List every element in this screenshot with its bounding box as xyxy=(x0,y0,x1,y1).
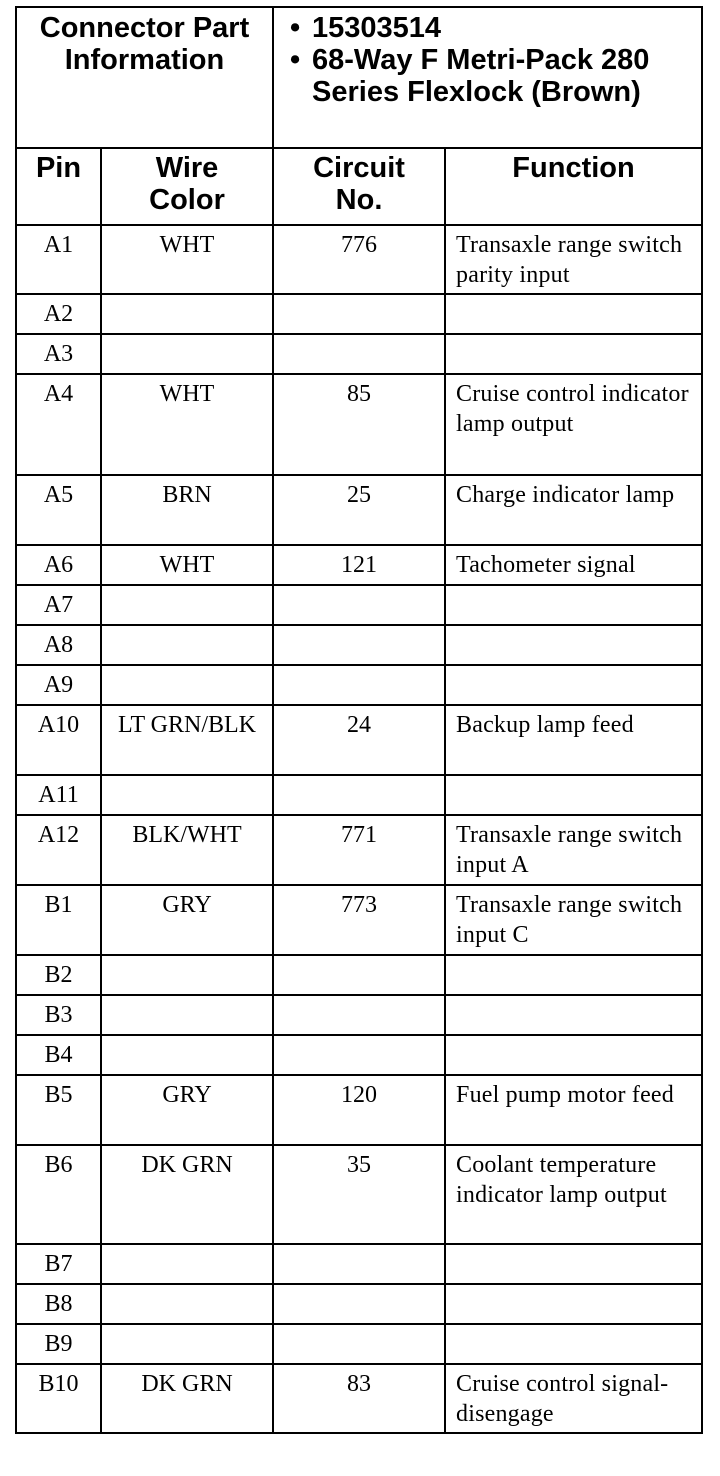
column-header-row xyxy=(16,148,702,225)
column-header-wire-color: Wire Color xyxy=(101,148,273,225)
function-cell: Charge indicator lamp xyxy=(445,475,702,545)
table-row xyxy=(16,955,702,995)
function-cell xyxy=(445,294,702,334)
circuit-cell xyxy=(273,1324,445,1364)
pin-cell: A12 xyxy=(16,815,101,885)
table-row xyxy=(16,545,702,585)
circuit-cell xyxy=(273,334,445,374)
pin-cell: B5 xyxy=(16,1075,101,1145)
wire-color-cell: WHT xyxy=(101,225,273,294)
table-row xyxy=(16,585,702,625)
function-cell: Transaxle range switch input C xyxy=(445,885,702,955)
wire-color-cell: BRN xyxy=(101,475,273,545)
circuit-cell xyxy=(273,665,445,705)
function-cell xyxy=(445,995,702,1035)
table-row xyxy=(16,885,702,955)
pin-cell: A11 xyxy=(16,775,101,815)
circuit-cell xyxy=(273,1244,445,1284)
wire-color-cell xyxy=(101,1284,273,1324)
wire-color-cell xyxy=(101,1035,273,1075)
wire-color-cell xyxy=(101,995,273,1035)
wire-color-cell xyxy=(101,955,273,995)
pin-cell: A5 xyxy=(16,475,101,545)
wire-color-cell: GRY xyxy=(101,885,273,955)
wire-color-cell: LT GRN/BLK xyxy=(101,705,273,775)
table-row xyxy=(16,225,702,294)
function-cell: Tachometer signal xyxy=(445,545,702,585)
function-cell xyxy=(445,334,702,374)
function-cell: Cruise control indicator lamp output xyxy=(445,374,702,475)
function-cell xyxy=(445,955,702,995)
pin-cell: B6 xyxy=(16,1145,101,1244)
circuit-cell: 25 xyxy=(273,475,445,545)
pin-cell: A1 xyxy=(16,225,101,294)
table-row xyxy=(16,625,702,665)
wire-color-cell: BLK/WHT xyxy=(101,815,273,885)
pin-cell: A8 xyxy=(16,625,101,665)
bullet-icon: • xyxy=(290,12,301,44)
function-cell xyxy=(445,585,702,625)
wire-color-cell: GRY xyxy=(101,1075,273,1145)
wire-color-cell xyxy=(101,1324,273,1364)
wire-color-cell: WHT xyxy=(101,374,273,475)
circuit-cell: 776 xyxy=(273,225,445,294)
pin-cell: B7 xyxy=(16,1244,101,1284)
circuit-cell xyxy=(273,955,445,995)
column-header-circuit-no: Circuit No. xyxy=(273,148,445,225)
wire-color-cell: WHT xyxy=(101,545,273,585)
pin-cell: A7 xyxy=(16,585,101,625)
connector-part-info-label: Connector Part Information xyxy=(16,7,273,148)
function-cell xyxy=(445,1324,702,1364)
connector-part-info-values xyxy=(273,7,702,148)
circuit-cell: 771 xyxy=(273,815,445,885)
wire-color-cell xyxy=(101,334,273,374)
function-cell: Coolant temperature indicator lamp output xyxy=(445,1145,702,1244)
pin-cell: B10 xyxy=(16,1364,101,1433)
pin-cell: A6 xyxy=(16,545,101,585)
circuit-cell: 35 xyxy=(273,1145,445,1244)
table-row xyxy=(16,1284,702,1324)
table-row xyxy=(16,665,702,705)
pin-cell: A2 xyxy=(16,294,101,334)
wire-color-cell xyxy=(101,665,273,705)
table-row xyxy=(16,1145,702,1244)
wire-color-cell xyxy=(101,775,273,815)
bullet-icon: • xyxy=(290,44,301,76)
table-row xyxy=(16,475,702,545)
connector-table xyxy=(15,6,703,1434)
circuit-cell: 121 xyxy=(273,545,445,585)
pin-cell: A3 xyxy=(16,334,101,374)
wire-color-cell: DK GRN xyxy=(101,1364,273,1433)
wire-color-cell xyxy=(101,625,273,665)
function-cell: Transaxle range switch parity input xyxy=(445,225,702,294)
function-cell xyxy=(445,1244,702,1284)
circuit-cell xyxy=(273,585,445,625)
wire-color-cell xyxy=(101,294,273,334)
column-header-function: Function xyxy=(445,148,702,225)
function-cell xyxy=(445,1284,702,1324)
function-cell xyxy=(445,1035,702,1075)
pin-cell: A10 xyxy=(16,705,101,775)
circuit-cell: 83 xyxy=(273,1364,445,1433)
circuit-cell xyxy=(273,995,445,1035)
function-cell: Transaxle range switch input A xyxy=(445,815,702,885)
table-row xyxy=(16,775,702,815)
circuit-cell: 773 xyxy=(273,885,445,955)
wire-color-cell xyxy=(101,1244,273,1284)
pin-cell: B9 xyxy=(16,1324,101,1364)
circuit-cell xyxy=(273,294,445,334)
function-cell: Cruise control signal-disengage xyxy=(445,1364,702,1433)
circuit-cell: 24 xyxy=(273,705,445,775)
function-cell: Fuel pump motor feed xyxy=(445,1075,702,1145)
pin-cell: B2 xyxy=(16,955,101,995)
table-row xyxy=(16,1075,702,1145)
table-row xyxy=(16,374,702,475)
connector-info-row xyxy=(16,7,702,148)
pin-cell: B3 xyxy=(16,995,101,1035)
column-header-pin: Pin xyxy=(16,148,101,225)
part-number-item: • 15303514 xyxy=(290,12,442,44)
function-cell xyxy=(445,625,702,665)
table-row xyxy=(16,815,702,885)
pin-cell: A9 xyxy=(16,665,101,705)
wire-color-cell: DK GRN xyxy=(101,1145,273,1244)
pin-cell: A4 xyxy=(16,374,101,475)
connector-type-item: • 68-Way F Metri-Pack 280 Series Flexlock (Brown) xyxy=(290,44,650,108)
table-row xyxy=(16,1244,702,1284)
function-cell xyxy=(445,665,702,705)
table-row xyxy=(16,1035,702,1075)
pin-cell: B1 xyxy=(16,885,101,955)
table-row xyxy=(16,705,702,775)
circuit-cell xyxy=(273,775,445,815)
table-row xyxy=(16,294,702,334)
table-row xyxy=(16,1364,702,1433)
table-row xyxy=(16,1324,702,1364)
circuit-cell: 85 xyxy=(273,374,445,475)
table-row xyxy=(16,995,702,1035)
circuit-cell xyxy=(273,1035,445,1075)
table-row xyxy=(16,334,702,374)
pin-cell: B8 xyxy=(16,1284,101,1324)
function-cell: Backup lamp feed xyxy=(445,705,702,775)
function-cell xyxy=(445,775,702,815)
pin-cell: B4 xyxy=(16,1035,101,1075)
circuit-cell xyxy=(273,625,445,665)
wire-color-cell xyxy=(101,585,273,625)
circuit-cell: 120 xyxy=(273,1075,445,1145)
circuit-cell xyxy=(273,1284,445,1324)
